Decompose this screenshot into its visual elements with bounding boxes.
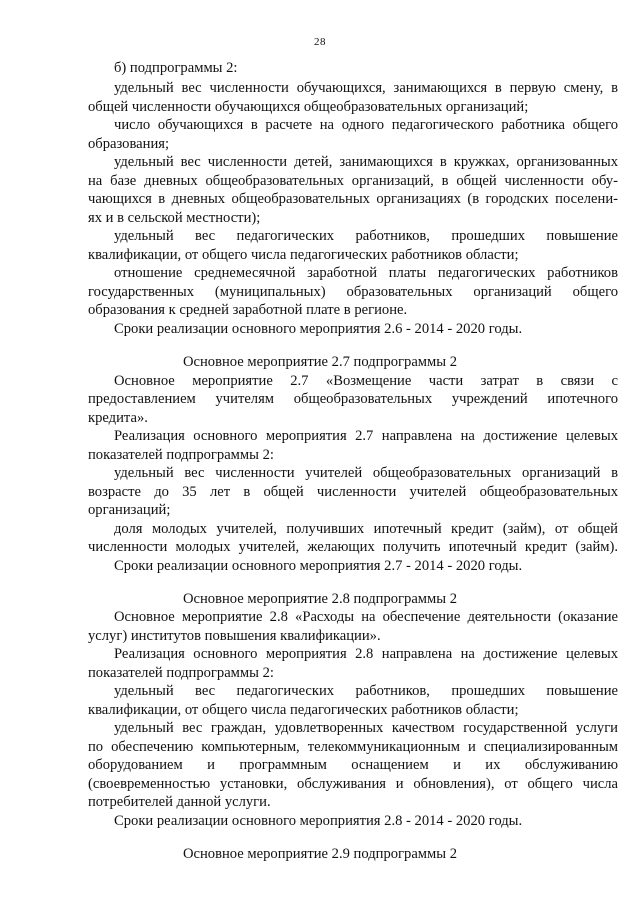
text-line: Реализация основного мероприятия 2.8 направлена на достижение целевых <box>114 646 618 662</box>
section-heading: Основное мероприятие 2.9 подпрограммы 2 <box>182 846 458 862</box>
text-line: показателей подпрограммы 2: <box>88 665 274 681</box>
text-line: Реализация основного мероприятия 2.7 направлена на достижение целевых <box>114 428 618 444</box>
text-line: на базе дневных общеобразовательных организаций, в общей численности обу- <box>88 173 618 189</box>
text-line: организаций; <box>88 502 171 518</box>
text-line: чающихся в дневных общеобразовательных организациях (в городских поселени- <box>88 191 618 207</box>
text-line: удельный вес численности учителей общеобразовательных организаций в <box>114 465 618 481</box>
text-line: удельный вес граждан, удовлетворенных качеством государственной услуги <box>114 720 618 736</box>
text-line: общей численности обучающихся общеобразовательных организаций; <box>88 99 529 115</box>
text-line: удельный вес численности обучающихся, занимающихся в первую смену, в <box>114 80 618 96</box>
text-line: возрасте до 35 лет в общей численности учителей общеобразовательных <box>88 484 618 500</box>
text-line: государственных (муниципальных) образовательных организаций общего <box>88 284 618 300</box>
text-line: предоставлением учителям общеобразовательных учреждений ипотечного <box>88 391 618 407</box>
text-line: доля молодых учителей, получивших ипотечный кредит (займ), от общей <box>114 521 618 537</box>
text-line: Основное мероприятие 2.7 «Возмещение части затрат в связи с <box>114 373 618 389</box>
text-line: удельный вес педагогических работников, прошедших повышение <box>114 228 618 244</box>
text-line: услуг) институтов повышения квалификации». <box>88 628 381 644</box>
section-heading: Основное мероприятие 2.7 подпрограммы 2 <box>182 354 458 370</box>
text-line: число обучающихся в расчете на одного педагогического работника общего <box>114 117 618 133</box>
text-line: ях и в сельской местности); <box>88 210 261 226</box>
section-heading: Основное мероприятие 2.8 подпрограммы 2 <box>182 591 458 607</box>
text-line: численности молодых учителей, желающих получить ипотечный кредит (займ). <box>88 539 618 555</box>
text-line: кредита». <box>88 410 148 426</box>
text-line: удельный вес педагогических работников, прошедших повышение <box>114 683 618 699</box>
text-line: по обеспечению компьютерным, телекоммуникационным и специализированным <box>88 739 618 755</box>
text-line: квалификации, от общего числа педагогических работников области; <box>88 247 519 263</box>
text-line: показателей подпрограммы 2: <box>88 447 274 463</box>
text-line: квалификации, от общего числа педагогических работников области; <box>88 702 519 718</box>
text-line: Сроки реализации основного мероприятия 2.6 - 2014 - 2020 годы. <box>114 321 523 337</box>
text-line: образования; <box>88 136 170 152</box>
text-line: Основное мероприятие 2.8 «Расходы на обеспечение деятельности (оказание <box>114 609 618 625</box>
text-line: потребителей данной услуги. <box>88 794 271 810</box>
text-line: отношение среднемесячной заработной платы педагогических работников <box>114 265 618 281</box>
text-line: б) подпрограммы 2: <box>114 60 238 76</box>
text-line: образования к средней заработной плате в регионе. <box>88 302 408 318</box>
page-number: 28 <box>314 36 326 48</box>
text-line: удельный вес численности детей, занимающихся в кружках, организованных <box>114 154 618 170</box>
text-line: Сроки реализации основного мероприятия 2.7 - 2014 - 2020 годы. <box>114 558 523 574</box>
text-line: (своевременностью установки, обслуживания и обновления), от общего числа <box>88 776 618 792</box>
text-line: оборудованием и программным оснащением и их обслуживанию <box>88 757 618 773</box>
text-line: Сроки реализации основного мероприятия 2.8 - 2014 - 2020 годы. <box>114 813 523 829</box>
